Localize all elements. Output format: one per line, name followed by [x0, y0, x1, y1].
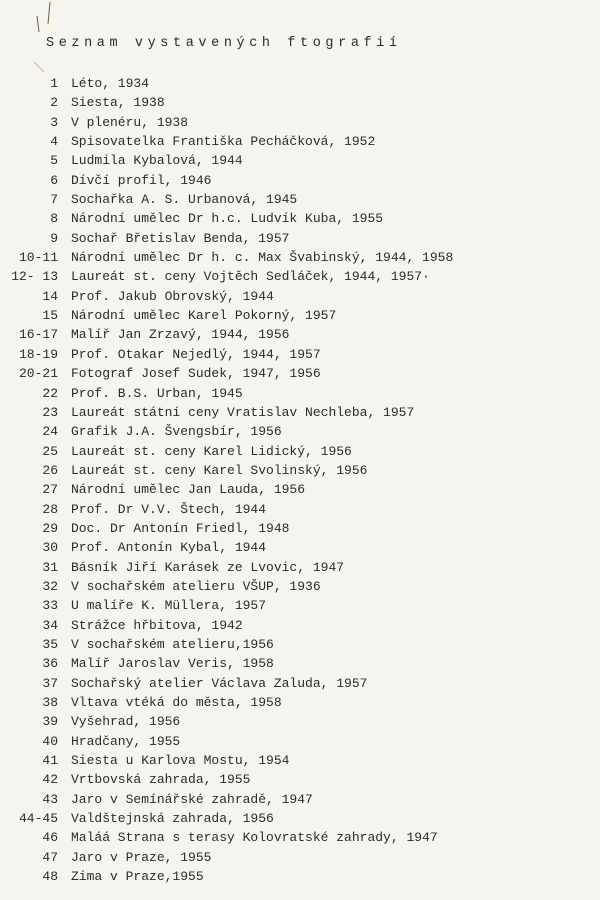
item-title: Prof. Jakub Obrovský, 1944 [71, 288, 274, 304]
item-title: Ludmila Kybalová, 1944 [71, 153, 243, 169]
list-item [0, 635, 600, 654]
list-item [0, 828, 600, 847]
item-number: 12- 13 [11, 269, 58, 285]
item-number: 18-19 [18, 346, 58, 362]
item-title: Hradčany, 1955 [71, 733, 181, 749]
item-title: Zima v Praze,1955 [71, 869, 204, 885]
list-item [0, 209, 600, 228]
list-item [0, 267, 600, 286]
item-number: 39 [42, 714, 58, 730]
item-number: 32 [42, 578, 58, 594]
list-item [0, 74, 600, 93]
list-item [0, 345, 600, 364]
item-number: 38 [42, 695, 58, 710]
item-number: 1 [50, 76, 58, 91]
item-title: Prof. B.S. Urban, 1945 [71, 385, 243, 401]
item-title: Grafik J.A. Švengsbír, 1956 [71, 424, 282, 440]
list-item [0, 442, 600, 461]
item-title: Dívčí profil, 1946 [71, 172, 212, 188]
item-title: V sochařském atelieru,1956 [71, 636, 274, 652]
list-item [0, 325, 600, 344]
list-item [0, 480, 600, 499]
item-number: 14 [42, 288, 58, 304]
item-number: 6 [50, 172, 58, 188]
list-item [0, 93, 600, 112]
list-item [0, 190, 600, 209]
item-number: 30 [42, 540, 58, 556]
list-item [0, 770, 600, 789]
item-title: Prof. Antonín Kybal, 1944 [71, 540, 267, 556]
list-item [0, 751, 600, 770]
item-number: 16-17 [18, 327, 58, 343]
list-item [0, 712, 600, 731]
item-title: Sochařský atelier Václava Zaluda, 1957 [71, 675, 368, 691]
list-item [0, 287, 600, 306]
item-title: Sochařka A. S. Urbanová, 1945 [71, 192, 298, 208]
item-title: Vltava vtéká do města, 1958 [71, 695, 282, 710]
item-title: V plenéru, 1938 [71, 114, 189, 130]
item-number: 15 [42, 308, 58, 324]
item-number: 8 [50, 211, 58, 227]
item-title: Maláá Strana s terasy Kolovratské zahrady, 1947 [71, 830, 438, 846]
item-title: Doc. Dr Antonín Friedl, 1948 [71, 520, 290, 536]
item-title: Vrtbovská zahrada, 1955 [71, 772, 251, 788]
item-title: Siesta u Karlova Mostu, 1954 [71, 753, 290, 769]
list-item [0, 732, 600, 751]
item-number: 37 [42, 675, 58, 691]
item-number: 47 [42, 849, 58, 865]
item-number: 29 [42, 520, 58, 536]
item-title: Prof. Dr V.V. Štech, 1944 [71, 501, 267, 517]
item-title: V sochařském atelieru VŠUP, 1936 [71, 578, 321, 594]
list-item [0, 364, 600, 383]
list-item [0, 171, 600, 190]
item-title: Laureát st. ceny Karel Lidický, 1956 [71, 443, 352, 459]
list-item [0, 693, 600, 712]
list-item [0, 577, 600, 596]
item-number: 48 [42, 869, 58, 885]
item-title: Laureát st. ceny Vojtěch Sedláček, 1944, 1957· [71, 269, 430, 285]
item-title: Vyšehrad, 1956 [71, 714, 181, 730]
list-item [0, 113, 600, 132]
item-number: 5 [50, 153, 58, 169]
item-number: 23 [42, 404, 58, 420]
item-number: 35 [42, 636, 58, 652]
item-title: Národní umělec Jan Lauda, 1956 [71, 482, 306, 498]
item-number: 4 [50, 134, 58, 150]
item-number: 2 [50, 95, 58, 111]
list-item [0, 306, 600, 325]
item-title: Národní umělec Karel Pokorný, 1957 [71, 308, 337, 324]
item-number: 42 [42, 772, 58, 788]
item-title: Spisovatelka Františka Pecháčková, 1952 [71, 134, 376, 150]
item-title: U malíře K. Müllera, 1957 [71, 598, 267, 614]
item-title: Léto, 1934 [71, 76, 150, 91]
list-item [0, 151, 600, 170]
item-title: Malíř Jaroslav Veris, 1958 [71, 656, 274, 672]
item-title: Valdštejnská zahrada, 1956 [71, 811, 274, 827]
item-title: Strážce hřbitova, 1942 [71, 617, 243, 633]
item-title: Laureát st. ceny Karel Svolinský, 1956 [71, 462, 368, 478]
item-number: 25 [42, 443, 58, 459]
item-title: Básník Jiří Karásek ze Lvovic, 1947 [71, 559, 345, 575]
item-title: Sochař Břetislav Benda, 1957 [71, 230, 290, 246]
list-item [0, 461, 600, 480]
item-number: 40 [42, 733, 58, 749]
document-title: Seznam vystavených ftografií [46, 36, 402, 51]
list-item [0, 848, 600, 867]
list-item [0, 867, 600, 886]
item-number: 10-11 [18, 250, 58, 266]
item-title: Prof. Otakar Nejedlý, 1944, 1957 [71, 346, 321, 362]
list-item [0, 229, 600, 248]
list-item [0, 500, 600, 519]
list-item [0, 132, 600, 151]
item-number: 43 [42, 791, 58, 807]
item-title: Národní umělec Dr h. c. Max Švabinský, 1944, 1958 [71, 250, 454, 266]
item-title: Fotograf Josef Sudek, 1947, 1956 [71, 366, 321, 382]
list-item [0, 674, 600, 693]
item-number: 33 [42, 598, 58, 614]
photo-list [0, 74, 600, 886]
list-item [0, 654, 600, 673]
item-number: 46 [42, 830, 58, 846]
list-item [0, 519, 600, 538]
list-item [0, 809, 600, 828]
item-number: 27 [42, 482, 58, 498]
item-number: 28 [42, 501, 58, 517]
item-title: Jaro v Praze, 1955 [71, 849, 212, 865]
list-item [0, 616, 600, 635]
item-number: 9 [50, 230, 58, 246]
item-title: Siesta, 1938 [71, 95, 165, 111]
item-title: Jaro v Semínářské zahradě, 1947 [71, 791, 313, 807]
list-item [0, 596, 600, 615]
item-number: 44-45 [18, 811, 58, 827]
item-number: 34 [42, 617, 58, 633]
item-number: 24 [42, 424, 58, 440]
list-item [0, 538, 600, 557]
item-number: 41 [42, 753, 58, 769]
item-title: Laureát státní ceny Vratislav Nechleba, 1957 [71, 404, 415, 420]
item-number: 31 [42, 559, 58, 575]
list-item [0, 790, 600, 809]
item-title: Národní umělec Dr h.c. Ludvík Kuba, 1955 [71, 211, 384, 227]
list-item [0, 422, 600, 441]
list-item [0, 558, 600, 577]
item-title: Malíř Jan Zrzavý, 1944, 1956 [71, 327, 290, 343]
list-item [0, 384, 600, 403]
item-number: 22 [42, 385, 58, 401]
item-number: 7 [50, 192, 58, 208]
list-item [0, 403, 600, 422]
list-item [0, 248, 600, 267]
item-number: 26 [42, 462, 58, 478]
item-number: 36 [42, 656, 58, 672]
item-number: 20-21 [18, 366, 58, 382]
item-number: 3 [50, 114, 58, 130]
